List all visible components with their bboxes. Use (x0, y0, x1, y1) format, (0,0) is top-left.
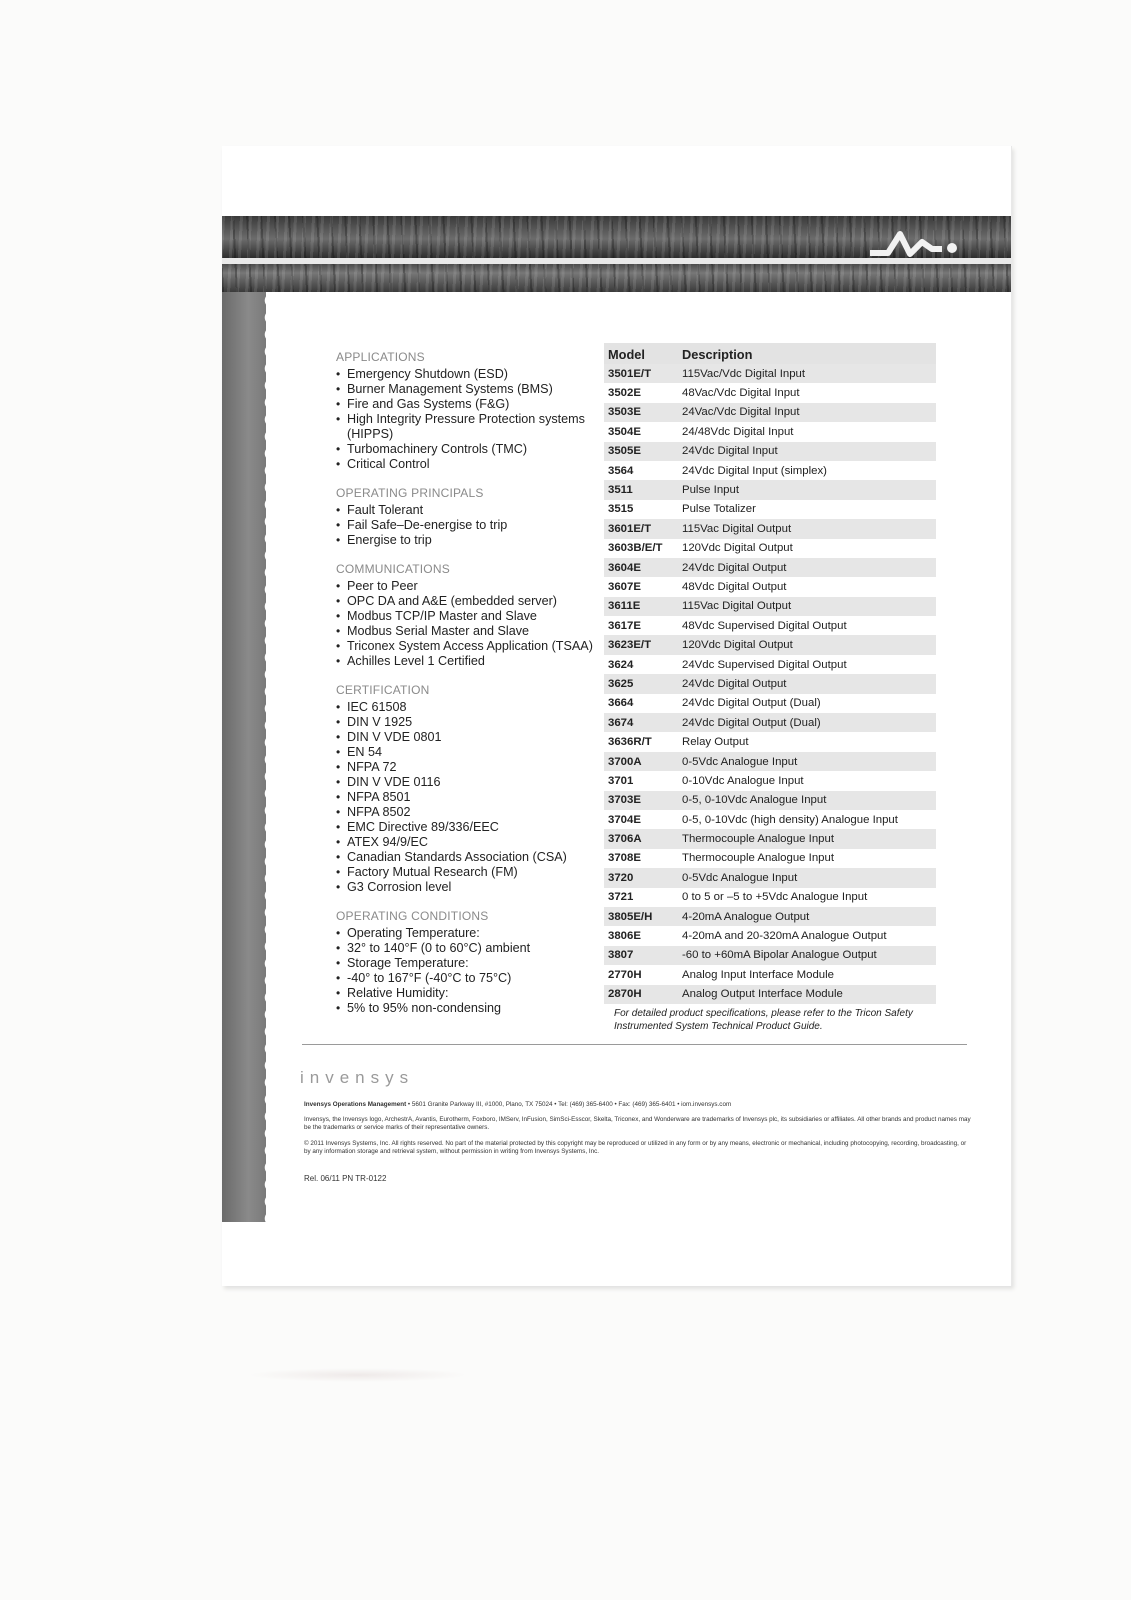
table-row (604, 519, 936, 538)
model-cell: 3701 (608, 774, 634, 787)
list-item: • Energise to trip (336, 533, 596, 548)
footer-company: Invensys Operations Management (304, 1101, 407, 1108)
spec-note: For detailed product specifications, please refer to the Tricon Safety Instrumented System Technical Product Guide. (614, 1008, 913, 1032)
description-cell: 120Vdc Digital Output (678, 635, 936, 654)
model-cell: 2870H (604, 985, 678, 1004)
table-row (604, 810, 936, 829)
model-cell: 3636R/T (608, 736, 652, 749)
section-title: CERTIFICATION (336, 683, 430, 697)
model-cell: 3504E (608, 425, 641, 438)
list-item: • OPC DA and A&E (embedded server) (336, 594, 596, 609)
table-row (604, 752, 936, 771)
binding-teeth (252, 292, 272, 1222)
model-cell: 3505E (604, 442, 678, 461)
list-item: • Emergency Shutdown (ESD) (336, 367, 596, 382)
footer-address (304, 1101, 974, 1109)
table-row (604, 461, 936, 480)
description-cell: Analog Output Interface Module (678, 985, 936, 1004)
model-cell: 3611E (604, 597, 678, 616)
list-item: • NFPA 8502 (336, 805, 596, 820)
section-title: OPERATING CONDITIONS (336, 909, 489, 923)
description-cell: 24Vdc Supervised Digital Output (682, 658, 847, 671)
model-cell: 3623E/T (604, 635, 678, 654)
description-cell: Thermocouple Analogue Input (682, 852, 834, 865)
model-cell: 3603B/E/T (608, 542, 663, 555)
table-row (604, 558, 936, 577)
footer-copyright: © 2011 Invensys Systems, Inc. All rights reserved. No part of the material protected by this copyright may be reproduced or utilized in any form or by any means, electronic or mechanical, including photocopying, recording, broadcasting, or by any information storage and retrieval system, without permission in writing from Invensys Systems, Inc. (304, 1140, 967, 1155)
table-row (604, 888, 936, 907)
description-cell: 48Vac/Vdc Digital Input (682, 387, 800, 400)
release-info: Rel. 06/11 PN TR-0122 (304, 1174, 387, 1183)
table-row (604, 985, 936, 1004)
description-cell: 24/48Vdc Digital Input (682, 425, 794, 438)
model-cell: 3607E (608, 580, 641, 593)
list-item: • Canadian Standards Association (CSA) (336, 850, 596, 865)
description-cell: 24Vac/Vdc Digital Input (678, 403, 936, 422)
description-cell: 24Vdc Digital Input (simplex) (682, 464, 827, 477)
description-cell: 0-10Vdc Analogue Input (682, 774, 804, 787)
table-row (604, 422, 936, 441)
table-row (604, 965, 936, 984)
list-item: • Relative Humidity: (336, 986, 596, 1001)
list-item: • Triconex System Access Application (TSAA) (336, 639, 596, 654)
description-cell: Thermocouple Analogue Input (678, 829, 936, 848)
table-row (604, 829, 936, 848)
list-item: • Peer to Peer (336, 579, 596, 594)
description-cell: 0-5, 0-10Vdc Analogue Input (678, 791, 936, 810)
description-cell: 24Vdc Digital Output (Dual) (678, 713, 936, 732)
invensys-logo: invensys (300, 1068, 415, 1087)
model-cell: 3564 (608, 464, 634, 477)
section-list (336, 579, 596, 669)
table-row (604, 442, 936, 461)
header-banner (222, 216, 1011, 292)
model-cell: 3503E (604, 403, 678, 422)
section-title: OPERATING PRINCIPALS (336, 486, 484, 500)
model-cell: 3703E (604, 791, 678, 810)
table-row (604, 403, 936, 422)
model-cell: 3708E (608, 852, 641, 865)
list-item: • Turbomachinery Controls (TMC) (336, 442, 596, 457)
table-row (604, 732, 936, 751)
model-cell: 3721 (608, 891, 634, 904)
scan-smudge (248, 1368, 468, 1382)
list-item: • DIN V VDE 0801 (336, 730, 596, 745)
description-cell: -60 to +60mA Bipolar Analogue Output (678, 946, 936, 965)
list-item: • ATEX 94/9/EC (336, 835, 596, 850)
list-item: • Achilles Level 1 Certified (336, 654, 596, 669)
table-row (604, 539, 936, 558)
model-cell: 3502E (608, 387, 641, 400)
list-item: • G3 Corrosion level (336, 880, 596, 895)
list-item: • Fail Safe–De-energise to trip (336, 518, 596, 533)
description-cell: 24Vdc Digital Output (Dual) (682, 697, 821, 710)
list-item: • Modbus Serial Master and Slave (336, 624, 596, 639)
table-row (604, 500, 936, 519)
model-table-wrap (604, 343, 936, 1004)
description-cell: 0-5Vdc Analogue Input (678, 868, 936, 887)
table-row (604, 791, 936, 810)
header-model: Model (604, 343, 678, 364)
description-cell: 4-20mA and 20-320mA Analogue Output (682, 930, 887, 943)
list-item: • NFPA 72 (336, 760, 596, 775)
list-item: • Burner Management Systems (BMS) (336, 382, 596, 397)
binding-spine (222, 292, 266, 1222)
table-row (604, 849, 936, 868)
section-title: COMMUNICATIONS (336, 562, 450, 576)
model-cell: 3704E (608, 813, 641, 826)
description-cell: 115Vac Digital Output (678, 597, 936, 616)
description-cell: 115Vac Digital Output (678, 519, 936, 538)
model-cell: 3511 (604, 480, 678, 499)
header-description: Description (678, 343, 936, 364)
table-row (604, 926, 936, 945)
model-cell: 3624 (608, 658, 634, 671)
model-cell: 3807 (604, 946, 678, 965)
list-item: • EMC Directive 89/336/EEC (336, 820, 596, 835)
model-cell: 3720 (604, 868, 678, 887)
table-row (604, 868, 936, 887)
table-row (604, 907, 936, 926)
model-cell: 3604E (604, 558, 678, 577)
description-cell: 115Vac/Vdc Digital Input (678, 364, 936, 383)
list-item: • Critical Control (336, 457, 596, 472)
list-item: • High Integrity Pressure Protection systems (HIPPS) (336, 412, 596, 442)
description-cell: 120Vdc Digital Output (682, 542, 793, 555)
description-cell: 0-5Vdc Analogue Input (678, 752, 936, 771)
model-cell: 2770H (608, 968, 642, 981)
table-row (604, 597, 936, 616)
footer-address-rest: • 5601 Granite Parkway III, #1000, Plano, TX 75024 • Tel: (469) 365-6400 • Fax: (469) 365-6401 • iom.invensys.com (406, 1101, 732, 1108)
model-cell: 3515 (608, 503, 634, 516)
table-header-row (604, 343, 936, 364)
table-row (604, 577, 936, 596)
list-item: • DIN V VDE 0116 (336, 775, 596, 790)
model-cell: 3706A (604, 829, 678, 848)
description-cell: Relay Output (682, 736, 749, 749)
footer-rule (302, 1044, 967, 1045)
model-cell: 3601E/T (604, 519, 678, 538)
table-row (604, 364, 936, 383)
table-row (604, 674, 936, 693)
section-list (336, 700, 596, 895)
description-cell: 24Vdc Digital Output (678, 674, 936, 693)
section-title: APPLICATIONS (336, 350, 425, 364)
list-item: • 32° to 140°F (0 to 60°C) ambient (336, 941, 596, 956)
table-row (604, 616, 936, 635)
model-cell: 3674 (604, 713, 678, 732)
model-cell: 3700A (604, 752, 678, 771)
model-cell: 3617E (608, 619, 641, 632)
list-item: • 5% to 95% non-condensing (336, 1001, 596, 1016)
description-cell: 0 to 5 or –5 to +5Vdc Analogue Input (682, 891, 868, 904)
pulse-wave-icon (870, 224, 960, 264)
table-row (604, 655, 936, 674)
list-item: • Modbus TCP/IP Master and Slave (336, 609, 596, 624)
model-cell: 3806E (608, 930, 641, 943)
description-cell: Pulse Totalizer (682, 503, 756, 516)
description-cell: 24Vdc Digital Output (678, 558, 936, 577)
list-item: • -40° to 167°F (-40°C to 75°C) (336, 971, 596, 986)
model-cell: 3501E/T (604, 364, 678, 383)
list-item: • IEC 61508 (336, 700, 596, 715)
description-cell: 48Vdc Digital Output (682, 580, 787, 593)
spec-sections (336, 350, 596, 1016)
description-cell: 24Vdc Digital Input (678, 442, 936, 461)
section-list (336, 367, 596, 472)
table-row (604, 383, 936, 402)
list-item: • EN 54 (336, 745, 596, 760)
footer-trademarks: Invensys, the Invensys logo, ArchestrA, Avantis, Eurotherm, Foxboro, IMServ, InFusion, SimSci-Esscor, Skelta, Triconex, and Wonderware are trademarks of Invensys plc, its subsidiaries or affiliates. All other brands and product names may be the trademarks or service marks of their representative owners. (304, 1116, 971, 1131)
list-item: • Storage Temperature: (336, 956, 596, 971)
table-row (604, 480, 936, 499)
description-cell: Analog Input Interface Module (682, 968, 834, 981)
table-row (604, 771, 936, 790)
list-item: • Fault Tolerant (336, 503, 596, 518)
model-cell: 3625 (604, 674, 678, 693)
description-cell: 0-5, 0-10Vdc (high density) Analogue Input (682, 813, 898, 826)
model-table (604, 343, 936, 1004)
model-cell: 3664 (608, 697, 634, 710)
list-item: • Factory Mutual Research (FM) (336, 865, 596, 880)
section-list (336, 926, 596, 1016)
table-row (604, 946, 936, 965)
section-list (336, 503, 596, 548)
table-row (604, 635, 936, 654)
brochure-page (222, 146, 1012, 1286)
description-cell: 4-20mA Analogue Output (678, 907, 936, 926)
description-cell: Pulse Input (678, 480, 936, 499)
table-row (604, 713, 936, 732)
description-cell: 48Vdc Supervised Digital Output (682, 619, 847, 632)
list-item: • NFPA 8501 (336, 790, 596, 805)
model-cell: 3805E/H (604, 907, 678, 926)
list-item: • Operating Temperature: (336, 926, 596, 941)
table-row (604, 694, 936, 713)
list-item: • DIN V 1925 (336, 715, 596, 730)
list-item: • Fire and Gas Systems (F&G) (336, 397, 596, 412)
